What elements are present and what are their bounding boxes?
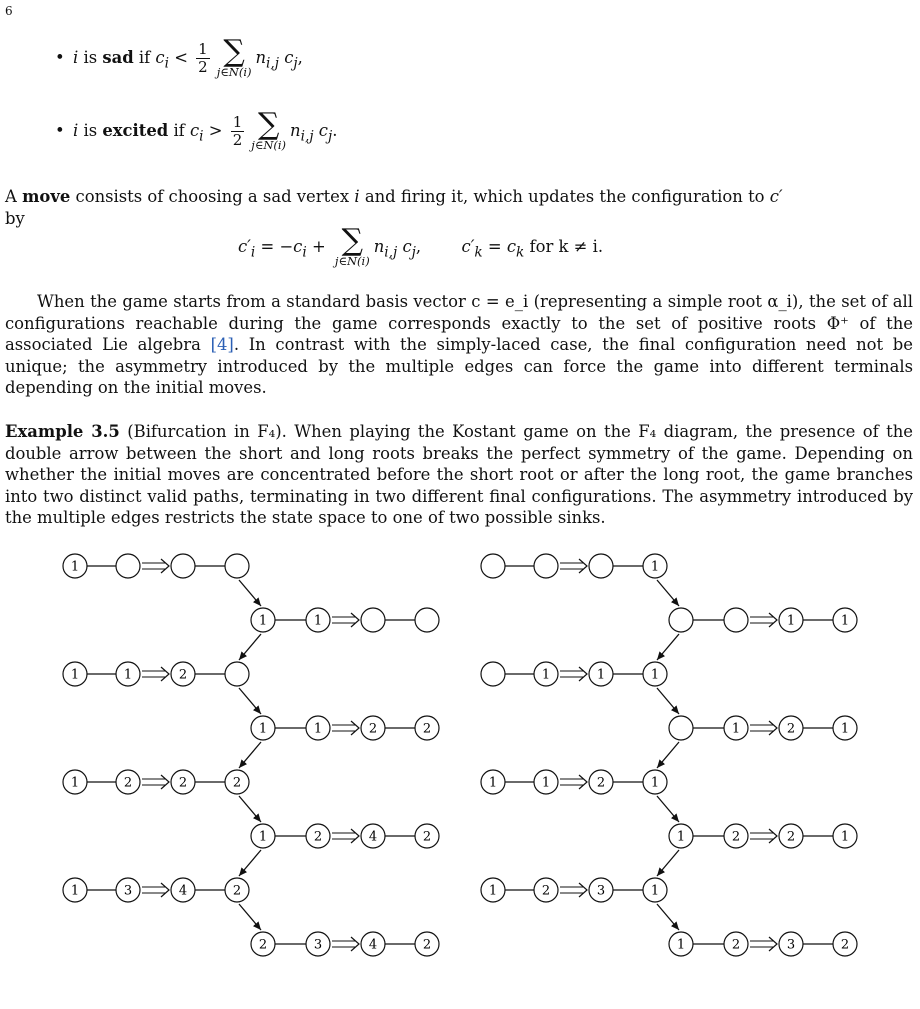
left-move-arrow	[239, 742, 261, 768]
node-coefficient: 1	[258, 721, 268, 737]
node-coefficient: 1	[541, 667, 551, 683]
left-chain-1	[63, 554, 249, 578]
node-coefficient: 1	[840, 721, 850, 737]
bullet-sad: • i is sad if $c_i$ < $\frac{1}{2}$ ∑ j∈N(i) $n_{i,j}$ $c_j$,	[55, 34, 303, 79]
right-chain-6	[669, 824, 857, 848]
double-arrow-head	[769, 829, 777, 843]
node-coefficient: 1	[786, 613, 796, 629]
node-coefficient: 1	[258, 613, 268, 629]
node-coefficient: 2	[840, 937, 850, 953]
left-move-arrow	[239, 634, 261, 660]
right-chain-3	[481, 662, 667, 686]
node-coefficient: 4	[368, 937, 378, 953]
double-arrow-head	[161, 667, 169, 681]
left-move-arrow	[239, 904, 261, 930]
node-coefficient: 2	[123, 775, 133, 791]
node-coefficient: 1	[676, 829, 686, 845]
node-coefficient: 2	[541, 883, 551, 899]
root-node	[669, 716, 693, 740]
node-coefficient: 2	[422, 829, 432, 845]
right-chain-5	[481, 770, 667, 794]
root-node	[361, 608, 385, 632]
root-node	[534, 554, 558, 578]
summation: ∑ j∈N(i)	[251, 107, 287, 152]
double-arrow-head	[579, 883, 587, 897]
node-coefficient: 3	[786, 937, 796, 953]
node-coefficient: 2	[178, 775, 188, 791]
node-coefficient: 1	[70, 883, 80, 899]
node-coefficient: 2	[731, 829, 741, 845]
left-chain-7	[63, 878, 249, 902]
left-move-arrow	[239, 580, 261, 606]
left-move-arrow	[239, 850, 261, 876]
node-coefficient: 1	[840, 613, 850, 629]
node-coefficient: 1	[650, 667, 660, 683]
double-arrow-head	[351, 721, 359, 735]
root-node	[415, 608, 439, 632]
node-coefficient: 2	[786, 829, 796, 845]
right-chain-2	[669, 608, 857, 632]
left-move-arrow	[239, 688, 261, 714]
double-arrow-head	[769, 613, 777, 627]
node-coefficient: 2	[422, 937, 432, 953]
right-chain-4	[669, 716, 857, 740]
right-move-arrow	[657, 688, 679, 714]
bullet-dot: •	[55, 121, 65, 140]
bullet-excited: • i is excited if $c_i$ > $\frac{1}{2}$ ∑ j∈N(i) $n_{i,j}$ $c_j$.	[55, 107, 338, 152]
right-chain-8	[669, 932, 857, 956]
root-node	[589, 554, 613, 578]
node-coefficient: 2	[232, 775, 242, 791]
left-move-arrow	[239, 796, 261, 822]
node-coefficient: 1	[258, 829, 268, 845]
node-coefficient: 1	[731, 721, 741, 737]
node-coefficient: 1	[840, 829, 850, 845]
node-coefficient: 1	[488, 775, 498, 791]
positive-roots-paragraph: When the game starts from a standard basis vector c = e_i (representing a simple root α_i), the set of all configurations reachable during the game corresponds exactly to the set of positive roots Φ⁺ of the associated Lie algebra [4]. In contrast with the simply-laced case, the final configuration need not be unique; the asymmetry introduced by the multiple edges can force the game into different terminals depending on the initial moves.	[5, 292, 913, 397]
root-node	[116, 554, 140, 578]
move-paragraph: A move consists of choosing a sad vertex i and firing it, which updates the configuration to c′ by	[5, 187, 783, 228]
node-coefficient: 1	[123, 667, 133, 683]
fraction: $\frac{1}{2}$	[198, 40, 208, 76]
right-move-arrow	[657, 580, 679, 606]
root-node	[669, 608, 693, 632]
bullet-dot: •	[55, 48, 65, 67]
double-arrow-head	[579, 559, 587, 573]
left-chain-3	[63, 662, 249, 686]
root-node	[225, 554, 249, 578]
node-coefficient: 4	[368, 829, 378, 845]
node-coefficient: 2	[596, 775, 606, 791]
node-coefficient: 3	[313, 937, 323, 953]
node-coefficient: 1	[70, 775, 80, 791]
node-coefficient: 1	[488, 883, 498, 899]
citation-link[interactable]: [4]	[210, 335, 234, 354]
root-node	[171, 554, 195, 578]
double-arrow-head	[161, 883, 169, 897]
node-coefficient: 1	[541, 775, 551, 791]
left-chain-2	[251, 608, 439, 632]
move-equation: $c'_i = -c_i$ + ∑ j∈N(i) $n_{i,j}$ $c_j$, $c'_k = c_k$ for k ≠ i.	[238, 223, 604, 268]
node-coefficient: 1	[313, 613, 323, 629]
double-arrow-head	[579, 667, 587, 681]
double-arrow-head	[351, 829, 359, 843]
fraction: $\frac{1}{2}$	[232, 113, 243, 149]
node-coefficient: 3	[596, 883, 606, 899]
node-coefficient: 2	[258, 937, 268, 953]
right-move-arrow	[657, 634, 679, 660]
double-arrow-head	[579, 775, 587, 789]
right-chain-7	[481, 878, 667, 902]
double-arrow-head	[351, 937, 359, 951]
node-coefficient: 1	[313, 721, 323, 737]
summation: ∑ j∈N(i)	[216, 34, 252, 79]
node-coefficient: 1	[650, 883, 660, 899]
node-coefficient: 4	[178, 883, 188, 899]
left-chain-4	[251, 716, 439, 740]
left-chain-6	[251, 824, 439, 848]
double-arrow-head	[351, 613, 359, 627]
node-coefficient: 1	[650, 559, 660, 575]
node-coefficient: 3	[123, 883, 133, 899]
example-3-5: Example 3.5 (Bifurcation in F₄). When playing the Kostant game on the F₄ diagram, the presence of the double arrow between the short and long roots breaks the perfect symmetry of the game. Depending on whether the initial moves are concentrated before the short root or after the long root, the game branches into two distinct valid paths, terminating in two different final configurations. The asymmetry introduced by the multiple edges restricts the state space to one of two possible sinks.	[5, 422, 913, 527]
left-chain-5	[63, 770, 249, 794]
summation: ∑ j∈N(i)	[334, 223, 370, 268]
node-coefficient: 2	[731, 937, 741, 953]
right-move-arrow	[657, 850, 679, 876]
node-coefficient: 2	[232, 883, 242, 899]
node-coefficient: 2	[368, 721, 378, 737]
node-coefficient: 2	[422, 721, 432, 737]
double-arrow-head	[161, 559, 169, 573]
double-arrow-head	[769, 721, 777, 735]
right-move-arrow	[657, 904, 679, 930]
right-chain-1	[481, 554, 667, 578]
root-node	[481, 662, 505, 686]
double-arrow-head	[161, 775, 169, 789]
node-coefficient: 1	[676, 937, 686, 953]
node-coefficient: 2	[178, 667, 188, 683]
left-chain-8	[251, 932, 439, 956]
double-arrow-head	[769, 937, 777, 951]
root-node	[481, 554, 505, 578]
root-node	[225, 662, 249, 686]
right-move-arrow	[657, 796, 679, 822]
right-move-arrow	[657, 742, 679, 768]
root-node	[724, 608, 748, 632]
page-number: 6	[5, 4, 13, 18]
node-coefficient: 1	[70, 559, 80, 575]
node-coefficient: 2	[313, 829, 323, 845]
node-coefficient: 1	[596, 667, 606, 683]
node-coefficient: 1	[650, 775, 660, 791]
node-coefficient: 1	[70, 667, 80, 683]
node-coefficient: 2	[786, 721, 796, 737]
